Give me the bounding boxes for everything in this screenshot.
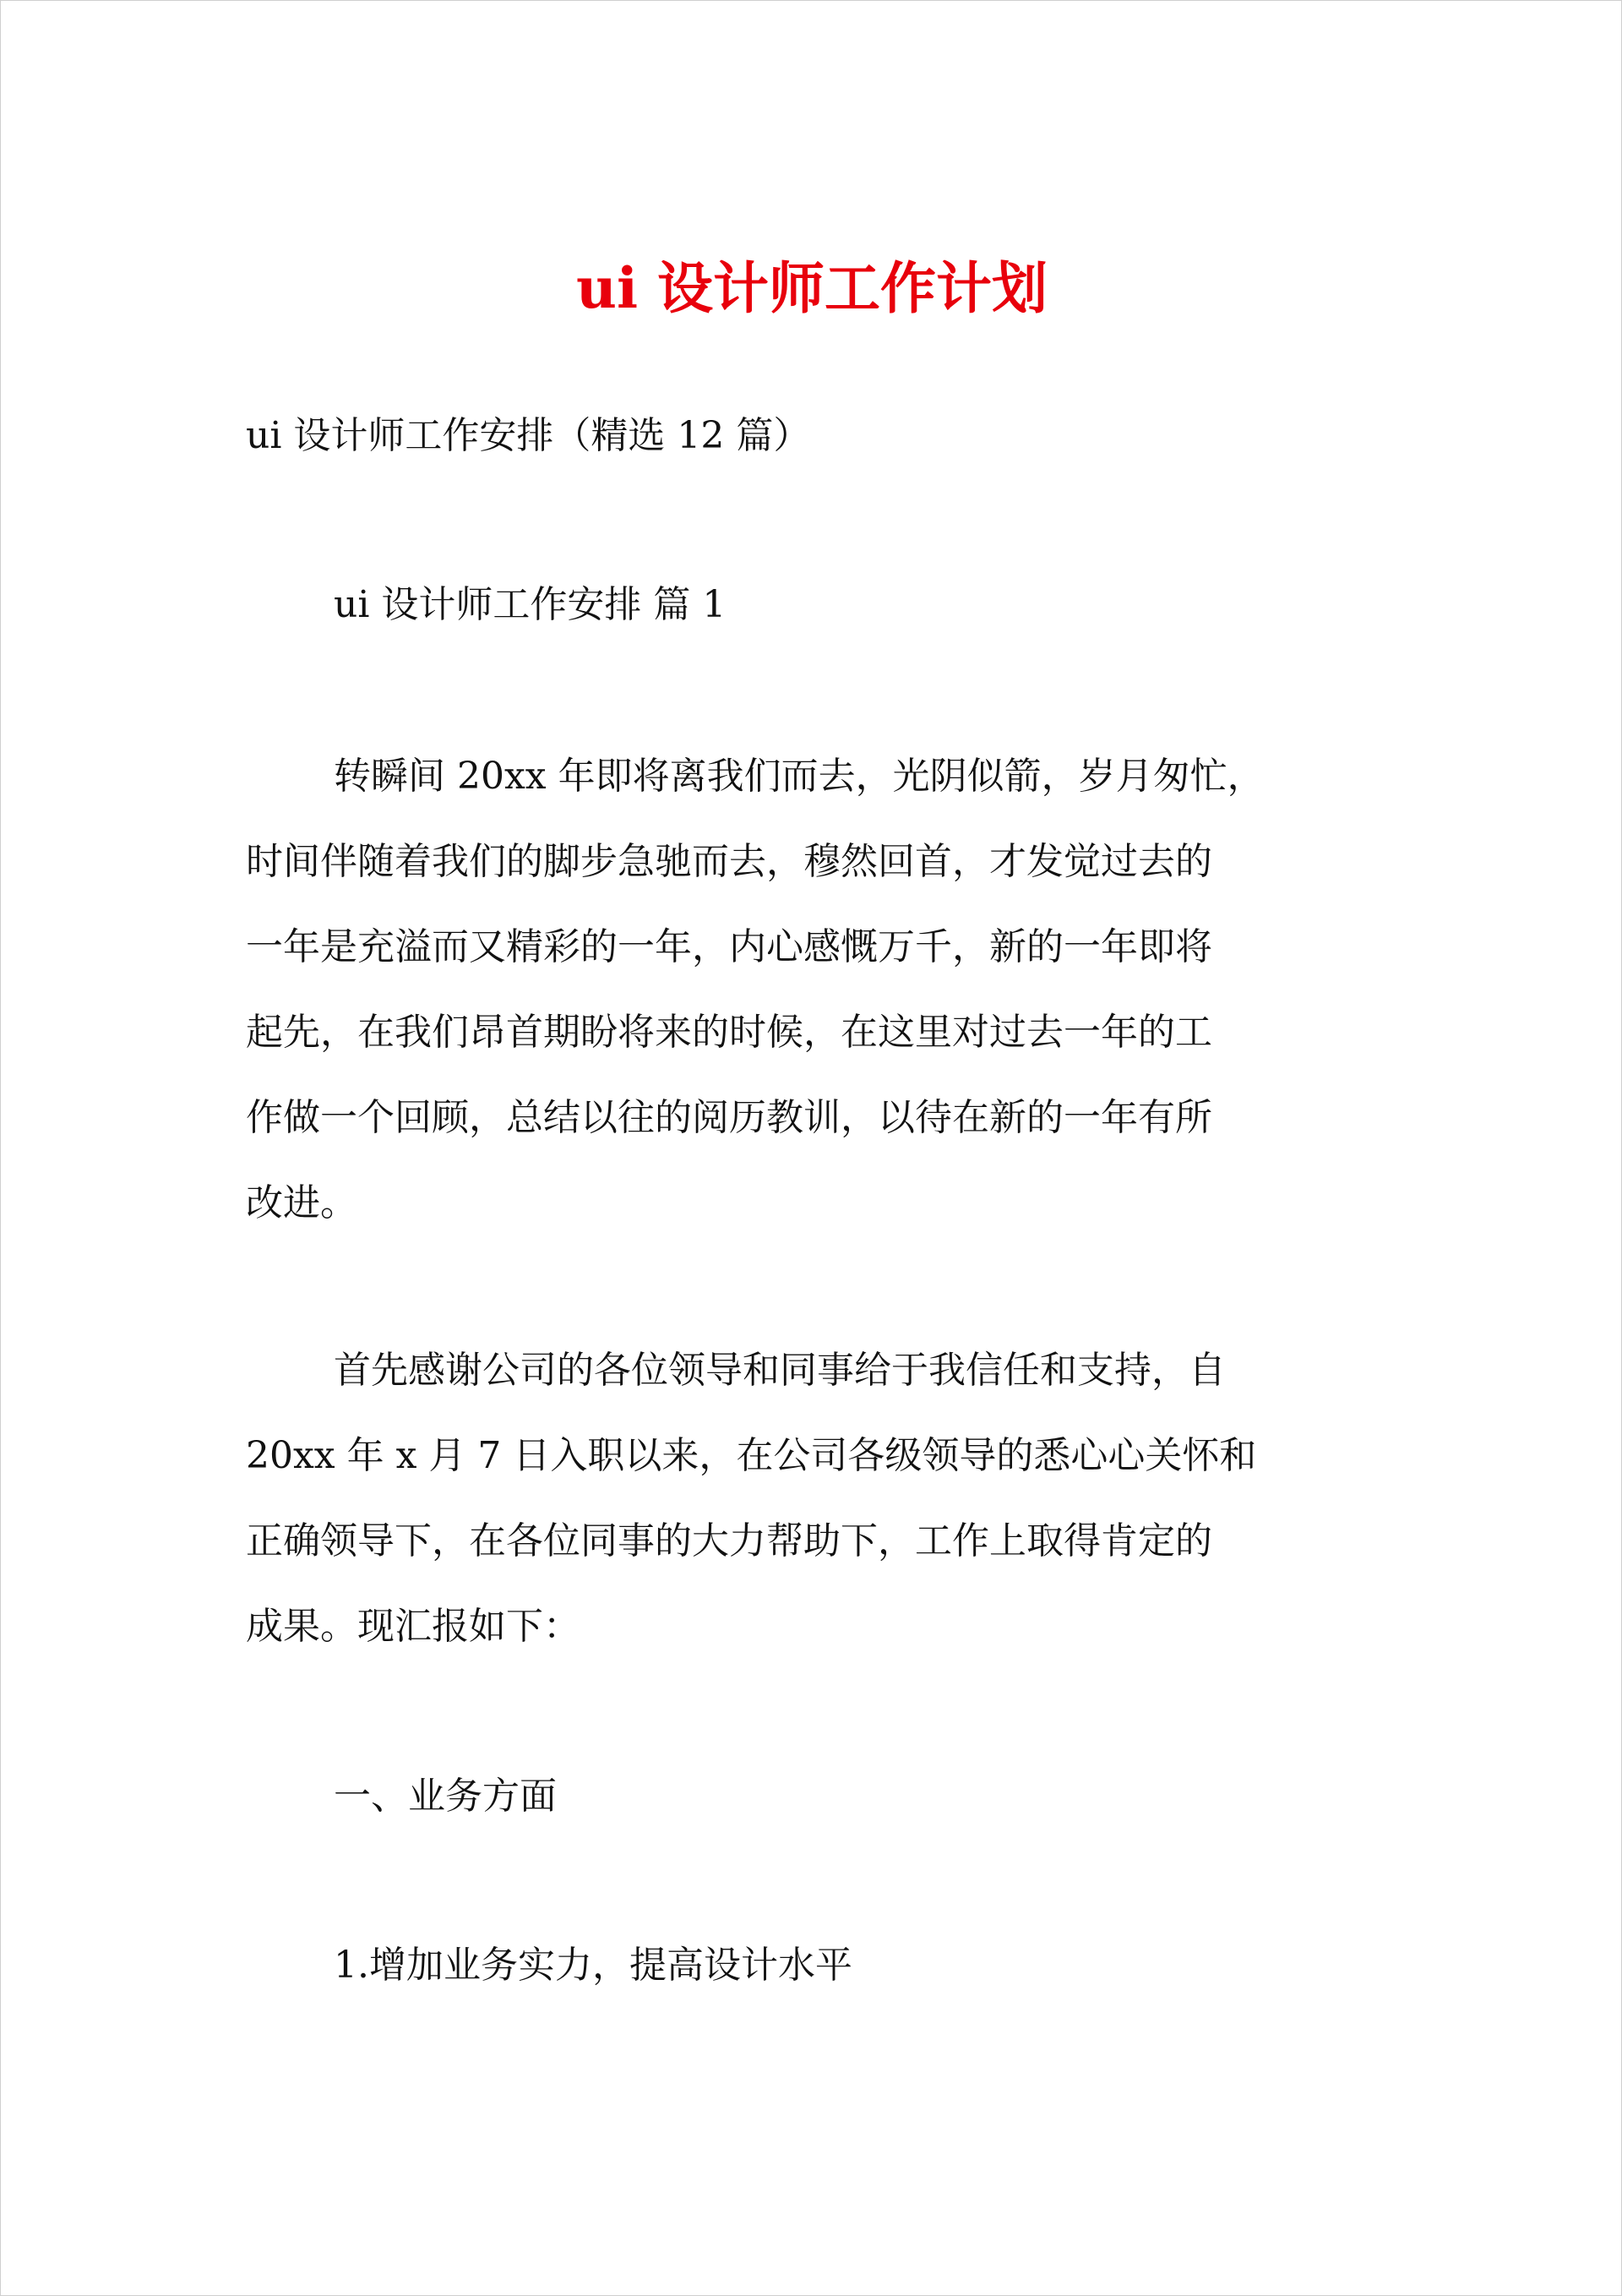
paragraph-line: 20xx 年 x 月 7 日入职以来，在公司各级领导的悉心心关怀和 bbox=[246, 1434, 1257, 1477]
paragraph-line: 一年是充溢而又精彩的一年，内心感慨万千，新的一年即将 bbox=[246, 925, 1212, 968]
list-item-1: 1.增加业务实力，提高设计水平 bbox=[334, 1944, 852, 1987]
paragraph-thanks bbox=[246, 1328, 1378, 1669]
paragraph-line: 成果。现汇报如下： bbox=[246, 1605, 580, 1648]
document-subtitle: ui 设计师工作安排（精选 12 篇） bbox=[246, 414, 811, 457]
paragraph-line: 改进。 bbox=[246, 1181, 357, 1224]
paragraph-line: 正确领导下，在各位同事的大力帮助下，工作上取得肯定的 bbox=[246, 1519, 1212, 1562]
document-title: ui 设计师工作计划 bbox=[575, 255, 1048, 321]
paragraph-line: 首先感谢公司的各位领导和同事给于我信任和支持，自 bbox=[334, 1349, 1226, 1392]
paragraph-line: 时间伴随着我们的脚步急驰而去，穆然回首，才发觉过去的 bbox=[246, 840, 1212, 883]
paragraph-intro bbox=[246, 734, 1378, 1246]
paragraph-line: 作做一个回顾，总结以往的阅历教训，以待在新的一年有所 bbox=[246, 1096, 1212, 1139]
paragraph-line: 转瞬间 20xx 年即将离我们而去，光阴似箭，岁月匆忙， bbox=[334, 755, 1265, 798]
business-heading: 一、业务方面 bbox=[334, 1775, 557, 1818]
section-heading: ui 设计师工作安排 篇 1 bbox=[334, 583, 727, 626]
paragraph-line: 起先，在我们昂首期盼将来的时候，在这里对过去一年的工 bbox=[246, 1011, 1212, 1054]
